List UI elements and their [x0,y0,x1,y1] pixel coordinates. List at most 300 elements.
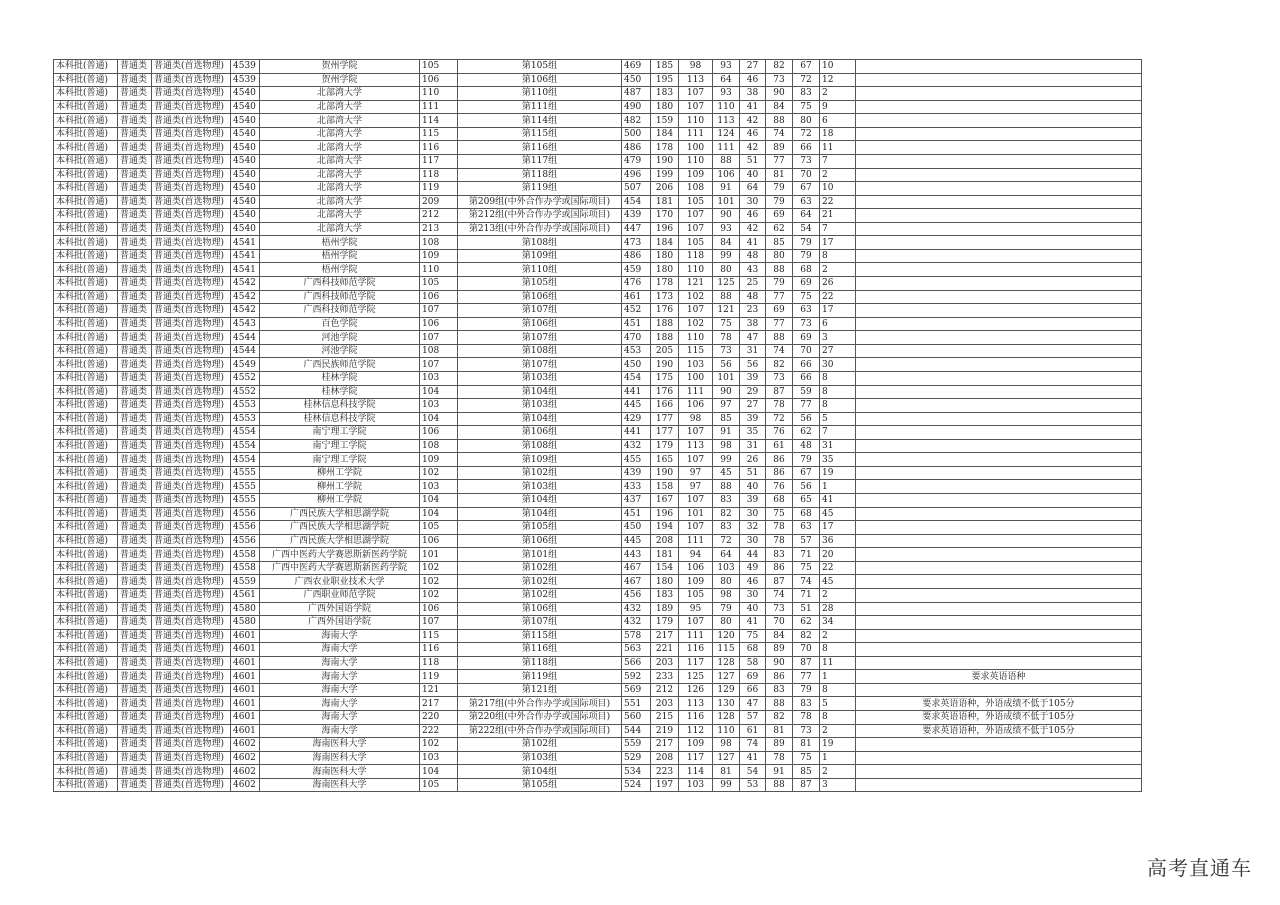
cell-school-name: 南宁理工学院 [260,453,420,467]
cell-subject-type: 普通类(首选物理) [152,548,231,562]
cell-category: 普通类 [118,263,152,277]
cell-score-math: 110 [713,724,740,738]
cell-score-math: 90 [713,209,740,223]
cell-remark [856,453,1142,467]
cell-school-code: 4540 [231,100,260,114]
cell-rank: 22 [820,290,856,304]
cell-batch: 本科批(普通) [54,73,118,87]
cell-category: 普通类 [118,304,152,318]
cell-category: 普通类 [118,399,152,413]
table-row [54,141,1142,155]
cell-score-chinese-math: 188 [651,317,679,331]
cell-score-physics: 86 [766,453,793,467]
cell-school-code: 4541 [231,249,260,263]
cell-category: 普通类 [118,439,152,453]
cell-score-total: 432 [622,616,651,630]
cell-batch: 本科批(普通) [54,182,118,196]
cell-group-name: 第106组 [458,602,622,616]
cell-score-total: 486 [622,249,651,263]
cell-score-math: 73 [713,344,740,358]
cell-remark [856,358,1142,372]
cell-rank: 18 [820,127,856,141]
cell-remark [856,480,1142,494]
cell-school-name: 桂林信息科技学院 [260,412,420,426]
cell-score-math: 79 [713,602,740,616]
cell-school-code: 4601 [231,629,260,643]
cell-score-physics: 76 [766,426,793,440]
cell-score-math: 88 [713,290,740,304]
cell-group-name: 第105组 [458,778,622,792]
cell-score-total: 470 [622,331,651,345]
cell-remark [856,656,1142,670]
table-row [54,114,1142,128]
cell-score-physics: 81 [766,168,793,182]
cell-score-chinese: 113 [679,697,713,711]
cell-subject-type: 普通类(首选物理) [152,209,231,223]
cell-score-physics: 73 [766,602,793,616]
cell-group-code: 105 [420,521,458,535]
cell-rank: 21 [820,209,856,223]
table-row [54,222,1142,236]
table-row [54,60,1142,74]
cell-rank: 12 [820,73,856,87]
cell-score-foreign: 42 [740,222,766,236]
cell-group-code: 102 [420,575,458,589]
cell-school-code: 4549 [231,358,260,372]
cell-score-chemistry: 75 [793,561,820,575]
cell-group-name: 第103组 [458,751,622,765]
cell-score-math: 99 [713,453,740,467]
cell-score-math: 128 [713,656,740,670]
cell-batch: 本科批(普通) [54,127,118,141]
cell-score-chinese-math: 188 [651,331,679,345]
cell-category: 普通类 [118,643,152,657]
cell-group-code: 222 [420,724,458,738]
cell-school-name: 柳州工学院 [260,466,420,480]
cell-school-code: 4601 [231,697,260,711]
cell-category: 普通类 [118,738,152,752]
cell-category: 普通类 [118,711,152,725]
table-row [54,548,1142,562]
cell-score-chemistry: 67 [793,60,820,74]
cell-batch: 本科批(普通) [54,439,118,453]
cell-category: 普通类 [118,602,152,616]
cell-score-chemistry: 77 [793,399,820,413]
cell-score-chinese: 94 [679,548,713,562]
cell-score-foreign: 61 [740,724,766,738]
cell-group-name: 第107组 [458,304,622,318]
cell-score-chemistry: 71 [793,548,820,562]
cell-group-code: 102 [420,738,458,752]
cell-remark [856,344,1142,358]
cell-school-code: 4555 [231,494,260,508]
cell-rank: 11 [820,141,856,155]
cell-batch: 本科批(普通) [54,480,118,494]
cell-school-name: 贺州学院 [260,60,420,74]
cell-school-name: 南宁理工学院 [260,439,420,453]
cell-school-name: 广西民族大学相思湖学院 [260,534,420,548]
cell-score-chinese-math: 177 [651,426,679,440]
cell-subject-type: 普通类(首选物理) [152,507,231,521]
cell-category: 普通类 [118,494,152,508]
cell-score-chemistry: 56 [793,412,820,426]
cell-score-chinese: 118 [679,249,713,263]
table-row [54,426,1142,440]
cell-school-code: 4580 [231,616,260,630]
cell-score-chinese: 113 [679,73,713,87]
cell-category: 普通类 [118,683,152,697]
cell-school-code: 4543 [231,317,260,331]
cell-remark [856,616,1142,630]
cell-score-total: 454 [622,195,651,209]
cell-score-chemistry: 81 [793,738,820,752]
cell-remark [856,629,1142,643]
cell-group-name: 第108组 [458,344,622,358]
cell-score-chinese-math: 176 [651,385,679,399]
cell-remark: 要求英语语种，外语成绩不低于105分 [856,697,1142,711]
cell-group-code: 118 [420,168,458,182]
cell-group-name: 第104组 [458,507,622,521]
cell-score-chinese-math: 194 [651,521,679,535]
cell-score-physics: 89 [766,141,793,155]
cell-category: 普通类 [118,290,152,304]
cell-school-code: 4542 [231,290,260,304]
cell-score-foreign: 75 [740,629,766,643]
cell-score-foreign: 30 [740,507,766,521]
cell-group-code: 103 [420,480,458,494]
cell-batch: 本科批(普通) [54,507,118,521]
cell-subject-type: 普通类(首选物理) [152,588,231,602]
cell-score-math: 129 [713,683,740,697]
cell-group-code: 106 [420,534,458,548]
cell-category: 普通类 [118,236,152,250]
cell-remark [856,521,1142,535]
cell-category: 普通类 [118,317,152,331]
cell-school-code: 4601 [231,670,260,684]
cell-rank: 27 [820,344,856,358]
cell-score-chinese: 111 [679,385,713,399]
cell-group-code: 114 [420,114,458,128]
cell-score-total: 524 [622,778,651,792]
cell-score-physics: 69 [766,304,793,318]
cell-batch: 本科批(普通) [54,100,118,114]
cell-score-physics: 88 [766,778,793,792]
cell-score-foreign: 41 [740,100,766,114]
cell-score-physics: 70 [766,616,793,630]
cell-school-code: 4601 [231,724,260,738]
cell-score-chinese-math: 184 [651,127,679,141]
cell-category: 普通类 [118,534,152,548]
cell-score-chinese-math: 199 [651,168,679,182]
cell-batch: 本科批(普通) [54,724,118,738]
cell-batch: 本科批(普通) [54,426,118,440]
cell-group-code: 108 [420,344,458,358]
table-row [54,331,1142,345]
cell-group-name: 第213组(中外合作办学或国际项目) [458,222,622,236]
cell-score-total: 451 [622,317,651,331]
cell-batch: 本科批(普通) [54,344,118,358]
cell-group-name: 第107组 [458,358,622,372]
cell-school-name: 广西科技师范学院 [260,290,420,304]
cell-batch: 本科批(普通) [54,331,118,345]
cell-group-name: 第102组 [458,466,622,480]
cell-rank: 1 [820,480,856,494]
cell-remark [856,534,1142,548]
cell-batch: 本科批(普通) [54,602,118,616]
cell-score-total: 569 [622,683,651,697]
cell-score-chinese: 109 [679,738,713,752]
cell-score-chemistry: 62 [793,616,820,630]
cell-score-chemistry: 75 [793,290,820,304]
cell-group-code: 220 [420,711,458,725]
cell-group-code: 103 [420,751,458,765]
cell-score-chinese-math: 167 [651,494,679,508]
cell-school-name: 河池学院 [260,344,420,358]
table-row [54,494,1142,508]
cell-score-physics: 82 [766,60,793,74]
cell-remark [856,222,1142,236]
watermark-text: 高考直通车 [1147,856,1252,880]
cell-score-chemistry: 72 [793,127,820,141]
cell-remark [856,738,1142,752]
cell-batch: 本科批(普通) [54,371,118,385]
cell-score-physics: 85 [766,236,793,250]
cell-score-chinese: 107 [679,100,713,114]
cell-school-code: 4553 [231,412,260,426]
cell-score-chinese-math: 219 [651,724,679,738]
cell-score-chemistry: 85 [793,765,820,779]
cell-score-math: 83 [713,521,740,535]
cell-category: 普通类 [118,331,152,345]
cell-subject-type: 普通类(首选物理) [152,751,231,765]
cell-score-chemistry: 79 [793,236,820,250]
cell-school-code: 4556 [231,507,260,521]
cell-score-foreign: 43 [740,263,766,277]
cell-score-chinese: 102 [679,290,713,304]
table-row [54,87,1142,101]
cell-score-chinese: 107 [679,616,713,630]
table-row [54,778,1142,792]
cell-score-total: 439 [622,466,651,480]
cell-score-total: 469 [622,60,651,74]
cell-group-name: 第116组 [458,141,622,155]
cell-school-code: 4554 [231,439,260,453]
cell-group-code: 115 [420,127,458,141]
cell-school-name: 桂林学院 [260,385,420,399]
cell-group-name: 第106组 [458,73,622,87]
cell-group-code: 111 [420,100,458,114]
cell-score-chinese: 106 [679,399,713,413]
cell-batch: 本科批(普通) [54,466,118,480]
cell-score-chemistry: 87 [793,778,820,792]
cell-remark [856,60,1142,74]
cell-score-total: 476 [622,277,651,291]
cell-group-code: 104 [420,412,458,426]
cell-school-code: 4541 [231,236,260,250]
cell-category: 普通类 [118,412,152,426]
cell-school-name: 海南大学 [260,697,420,711]
cell-score-chinese: 107 [679,426,713,440]
cell-school-name: 北部湾大学 [260,141,420,155]
cell-group-code: 103 [420,371,458,385]
cell-score-chemistry: 56 [793,480,820,494]
cell-group-code: 106 [420,290,458,304]
cell-score-math: 56 [713,358,740,372]
cell-score-total: 551 [622,697,651,711]
cell-score-total: 456 [622,588,651,602]
cell-remark [856,507,1142,521]
cell-group-code: 109 [420,249,458,263]
cell-group-name: 第109组 [458,249,622,263]
cell-score-total: 433 [622,480,651,494]
table-row [54,73,1142,87]
table-row [54,249,1142,263]
cell-school-name: 南宁理工学院 [260,426,420,440]
cell-remark [856,765,1142,779]
table-row [54,507,1142,521]
cell-school-name: 广西外国语学院 [260,602,420,616]
cell-category: 普通类 [118,385,152,399]
cell-score-total: 432 [622,439,651,453]
cell-category: 普通类 [118,168,152,182]
cell-subject-type: 普通类(首选物理) [152,100,231,114]
cell-subject-type: 普通类(首选物理) [152,290,231,304]
cell-score-total: 507 [622,182,651,196]
cell-batch: 本科批(普通) [54,249,118,263]
cell-group-code: 103 [420,399,458,413]
cell-batch: 本科批(普通) [54,358,118,372]
cell-score-chemistry: 73 [793,154,820,168]
cell-batch: 本科批(普通) [54,290,118,304]
table-row [54,683,1142,697]
cell-score-chinese-math: 180 [651,100,679,114]
cell-category: 普通类 [118,466,152,480]
cell-score-chinese: 126 [679,683,713,697]
cell-score-chinese-math: 178 [651,141,679,155]
cell-score-total: 450 [622,73,651,87]
cell-group-name: 第212组(中外合作办学或国际项目) [458,209,622,223]
cell-score-chinese: 113 [679,439,713,453]
cell-school-code: 4540 [231,168,260,182]
cell-school-code: 4559 [231,575,260,589]
cell-score-physics: 79 [766,277,793,291]
cell-score-math: 64 [713,548,740,562]
table-row [54,371,1142,385]
cell-subject-type: 普通类(首选物理) [152,629,231,643]
cell-rank: 2 [820,263,856,277]
cell-subject-type: 普通类(首选物理) [152,141,231,155]
cell-score-math: 91 [713,426,740,440]
cell-score-total: 544 [622,724,651,738]
cell-score-total: 559 [622,738,651,752]
cell-score-foreign: 68 [740,643,766,657]
cell-school-name: 广西科技师范学院 [260,304,420,318]
cell-subject-type: 普通类(首选物理) [152,453,231,467]
cell-subject-type: 普通类(首选物理) [152,168,231,182]
cell-score-chinese-math: 233 [651,670,679,684]
cell-school-code: 4540 [231,141,260,155]
cell-group-code: 104 [420,494,458,508]
cell-score-chinese: 97 [679,480,713,494]
cell-score-chemistry: 59 [793,385,820,399]
cell-score-math: 120 [713,629,740,643]
table-row [54,290,1142,304]
cell-remark [856,466,1142,480]
cell-school-name: 广西职业师范学院 [260,588,420,602]
cell-score-chemistry: 75 [793,100,820,114]
cell-batch: 本科批(普通) [54,711,118,725]
cell-school-name: 海南医科大学 [260,778,420,792]
cell-category: 普通类 [118,127,152,141]
cell-score-total: 563 [622,643,651,657]
cell-score-chinese-math: 180 [651,263,679,277]
cell-subject-type: 普通类(首选物理) [152,521,231,535]
cell-score-foreign: 47 [740,331,766,345]
cell-school-name: 海南大学 [260,724,420,738]
table-row [54,344,1142,358]
cell-score-foreign: 40 [740,168,766,182]
cell-score-physics: 77 [766,290,793,304]
cell-remark [856,154,1142,168]
cell-rank: 17 [820,236,856,250]
cell-score-foreign: 39 [740,494,766,508]
cell-score-foreign: 30 [740,588,766,602]
cell-score-chinese: 115 [679,344,713,358]
cell-category: 普通类 [118,358,152,372]
cell-score-chinese-math: 206 [651,182,679,196]
cell-score-physics: 86 [766,670,793,684]
cell-group-code: 117 [420,154,458,168]
cell-rank: 2 [820,87,856,101]
table-row [54,412,1142,426]
cell-score-chinese-math: 180 [651,249,679,263]
cell-school-name: 桂林学院 [260,371,420,385]
cell-group-name: 第119组 [458,182,622,196]
table-row [54,358,1142,372]
cell-score-total: 479 [622,154,651,168]
cell-school-code: 4602 [231,778,260,792]
cell-score-foreign: 53 [740,778,766,792]
cell-score-chinese: 111 [679,629,713,643]
cell-group-name: 第117组 [458,154,622,168]
cell-category: 普通类 [118,616,152,630]
table-row [54,561,1142,575]
cell-school-code: 4602 [231,765,260,779]
cell-score-foreign: 41 [740,751,766,765]
cell-group-name: 第108组 [458,439,622,453]
cell-score-foreign: 51 [740,466,766,480]
cell-remark [856,127,1142,141]
cell-score-chemistry: 82 [793,629,820,643]
cell-group-name: 第106组 [458,317,622,331]
cell-subject-type: 普通类(首选物理) [152,466,231,480]
cell-score-total: 437 [622,494,651,508]
cell-category: 普通类 [118,697,152,711]
cell-batch: 本科批(普通) [54,738,118,752]
cell-remark [856,426,1142,440]
table-row [54,711,1142,725]
table-row [54,643,1142,657]
cell-group-code: 107 [420,358,458,372]
cell-score-total: 439 [622,209,651,223]
cell-group-code: 106 [420,73,458,87]
cell-remark [856,751,1142,765]
cell-score-chinese-math: 175 [651,371,679,385]
cell-category: 普通类 [118,507,152,521]
cell-score-total: 453 [622,344,651,358]
cell-score-math: 97 [713,399,740,413]
cell-school-code: 4556 [231,521,260,535]
